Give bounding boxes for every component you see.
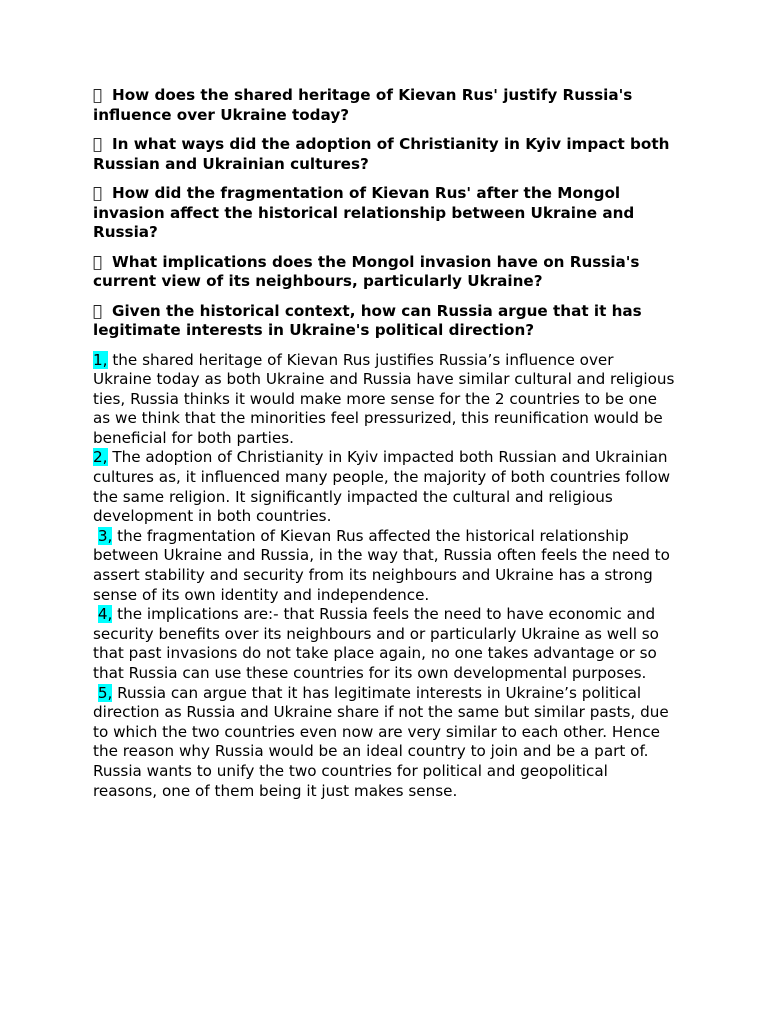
bullet-icon — [93, 184, 112, 204]
bullet-icon — [93, 135, 112, 155]
question-item — [93, 86, 676, 125]
bullet-icon — [93, 253, 112, 273]
answer-number: 4, — [97, 605, 113, 624]
question-text: In what ways did the adoption of Christianity in Kyiv impact both Russian and Ukrainian cultures? — [93, 135, 670, 173]
question-text: What implications does the Mongol invasion have on Russia's current view of its neighbours, particularly Ukraine? — [93, 252, 640, 290]
question-item — [93, 253, 676, 292]
bullet-icon — [93, 86, 112, 106]
answer-text: the implications are:- that Russia feels the need to have economic and security benefits over its neighbours and or particularly Ukraine as well so that past invasions do not take place again, no one takes advantage or so that Russia can use these countries for its own developmental purposes. — [93, 605, 659, 682]
answer-number: 1, — [93, 350, 108, 369]
answer-number: 2, — [93, 448, 108, 467]
answer-text: The adoption of Christianity in Kyiv impacted both Russian and Ukrainian cultures as, it influenced many people, the majority of both countries follow the same religion. It significantly impacted the cultural and religious development in both countries. — [93, 448, 671, 526]
question-text: How did the fragmentation of Kievan Rus' after the Mongol invasion affect the historical relationship between Ukraine and Russia? — [93, 184, 635, 241]
answer-paragraph — [93, 448, 676, 526]
answer-paragraph — [93, 684, 676, 802]
question-item — [93, 302, 676, 341]
question-text: How does the shared heritage of Kievan Rus' justify Russia's influence over Ukraine today? — [93, 86, 633, 124]
answer-paragraph — [93, 527, 676, 605]
answer-paragraph — [93, 605, 676, 683]
answer-number: 3, — [97, 526, 113, 545]
question-item — [93, 135, 676, 174]
answer-section — [93, 351, 676, 802]
question-item — [93, 184, 676, 243]
answer-text: the shared heritage of Kievan Rus justifies Russia’s influence over Ukraine today as both Ukraine and Russia have similar cultural and religious ties, Russia thinks it would make more sense for the 2 countries to be one as we think that the minorities feel pressurized, this reunification would be beneficial for both parties. — [93, 350, 675, 447]
answer-text: Russia can argue that it has legitimate interests in Ukraine’s political direction as Russia and Ukraine share if not the same but similar pasts, due to which the two countries even now are very similar to each other. Hence the reason why Russia would be an ideal country to join and be a part of. Russia wants to unify the two countries for political and geopolitical reasons, one of them being it just makes sense. — [93, 683, 669, 800]
answer-number: 5, — [97, 683, 113, 702]
bullet-icon — [93, 302, 112, 322]
question-text: Given the historical context, how can Russia argue that it has legitimate interests in Ukraine's political direction? — [93, 301, 642, 339]
answer-text: the fragmentation of Kievan Rus affected the historical relationship between Ukraine and Russia, in the way that, Russia often feels the need to assert stability and security from its neighbours and Ukraine has a strong sense of its own identity and independence. — [93, 526, 670, 604]
answer-paragraph — [93, 351, 676, 449]
question-list — [93, 86, 676, 341]
